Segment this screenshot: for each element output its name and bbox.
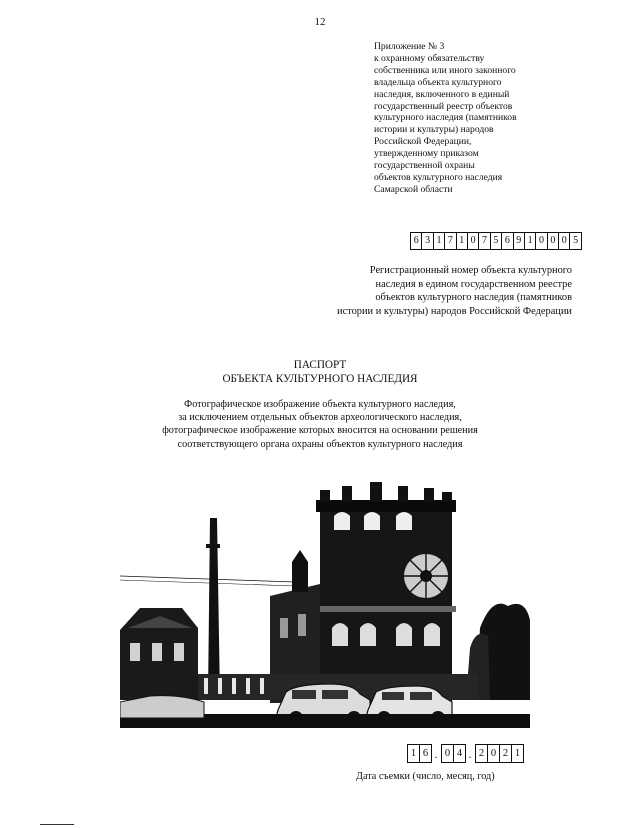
appendix-line: Самарской области [374,183,453,195]
date-digit: 4 [453,744,466,763]
appendix-line: собственника или иного законного [374,64,516,76]
passport-title-line: ОБЪЕКТА КУЛЬТУРНОГО НАСЛЕДИЯ [222,373,418,385]
registration-digit: 0 [547,232,559,250]
registration-digit: 1 [524,232,536,250]
registration-digit: 6 [501,232,513,250]
photo-date-caption: Дата съемки (число, месяц, год) [356,771,495,782]
appendix-line: Приложение № 3 [374,41,445,52]
registration-digit: 7 [444,232,456,250]
date-digit: 1 [407,744,420,763]
date-digit: 0 [487,744,500,763]
date-digit: 0 [441,744,454,763]
photo-description-line: фотографическое изображение которых вносится на основании решения [162,425,478,437]
date-separator: . [434,747,438,761]
photo-description-line: Фотографическое изображение объекта культурного наследия, [184,399,456,410]
registration-digit: 1 [456,232,468,250]
photo-date-month [441,744,465,763]
registration-digit: 1 [433,232,445,250]
photo-description-line: соответствующего органа охраны объектов культурного наследия [177,438,463,450]
appendix-line: наследия, включенного в единый [374,88,510,100]
registration-digit: 0 [535,232,547,250]
appendix-line: утвержденному приказом [374,148,479,160]
photo-date-year [475,744,523,763]
registration-digit: 6 [410,232,422,250]
registration-digit: 3 [421,232,433,250]
appendix-line: истории и культуры) народов [374,124,494,136]
date-digit: 1 [511,744,524,763]
registration-caption-line: наследия в едином государственном реестре [375,278,572,290]
appendix-line: владельца объекта культурного [374,76,502,88]
appendix-line: государственный реестр объектов [374,100,513,112]
registration-digit: 5 [569,232,581,250]
appendix-line: государственной охраны [374,160,475,172]
registration-caption-line: Регистрационный номер объекта культурного [369,265,572,276]
appendix-line: культурного наследия (памятников [374,112,517,124]
building-photo [120,478,530,728]
photo-description-line: за исключением отдельных объектов археологического наследия, [178,412,462,424]
registration-number-boxes [410,232,581,250]
appendix-line: объектов культурного наследия [374,171,503,183]
photo-date-boxes [407,744,523,763]
registration-caption [252,264,572,318]
appendix-line: Российской Федерации, [374,136,472,148]
date-digit: 2 [499,744,512,763]
registration-caption-line: истории и культуры) народов Российской Федерации [337,305,572,317]
footer-divider [40,824,74,825]
registration-digit: 7 [478,232,490,250]
registration-digit: 0 [558,232,570,250]
registration-digit: 0 [467,232,479,250]
registration-digit: 9 [513,232,525,250]
passport-title-line: ПАСПОРТ [293,359,347,371]
date-digit: 6 [419,744,432,763]
passport-title [0,358,640,386]
date-digit: 2 [475,744,488,763]
photo-date-day [407,744,431,763]
page-number: 12 [314,16,326,28]
date-separator: . [468,747,472,761]
appendix-line: к охранному обязательству [374,52,485,64]
registration-caption-line: объектов культурного наследия (памятников [375,292,572,304]
appendix-block [374,41,604,196]
photo-description [0,398,640,451]
registration-digit: 5 [490,232,502,250]
